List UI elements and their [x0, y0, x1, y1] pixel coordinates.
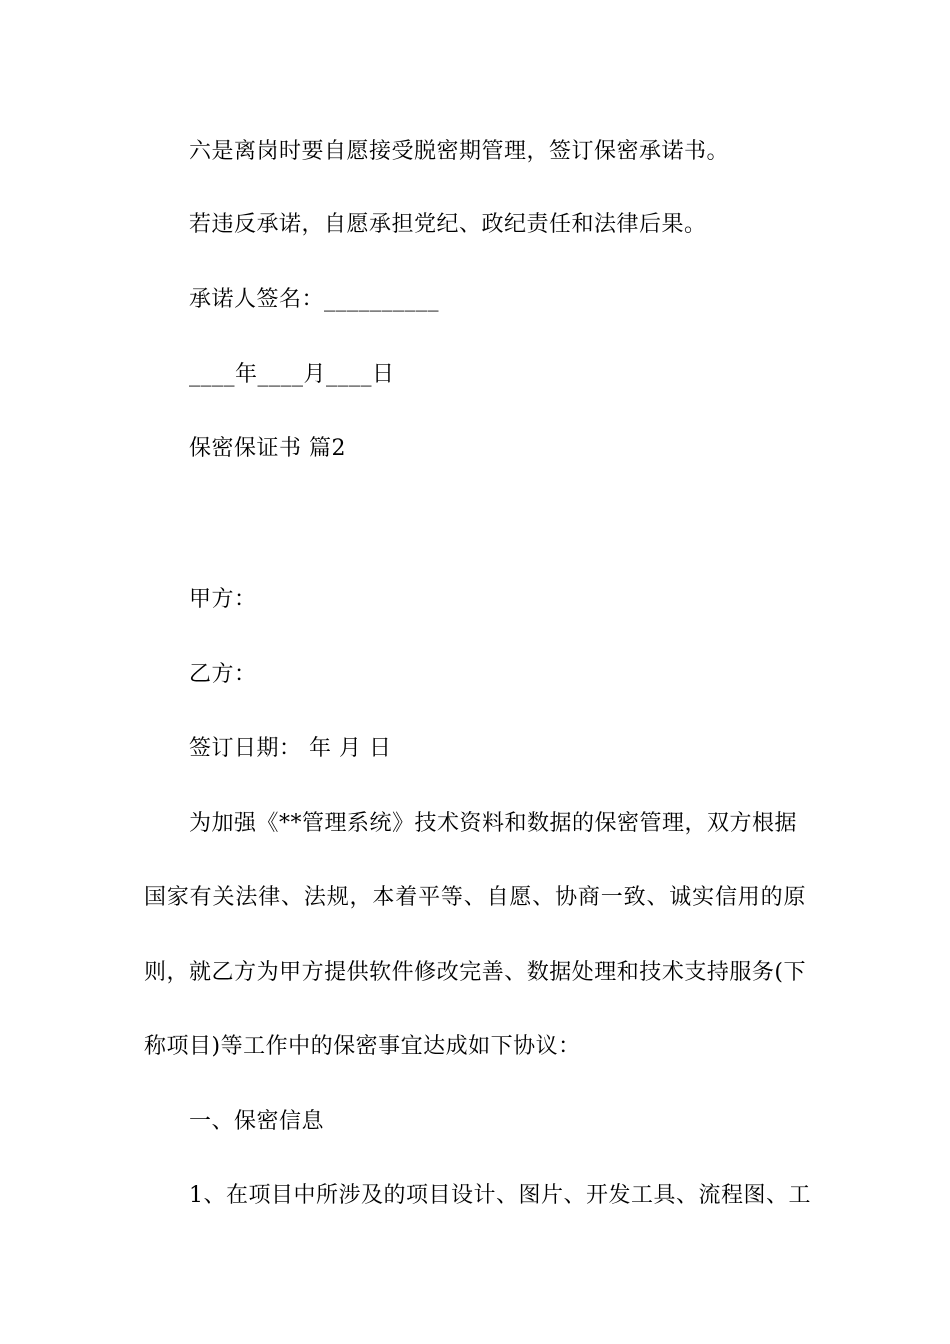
section-heading: 一、保密信息	[189, 1109, 325, 1134]
signature-line: 承诺人签名：__________	[189, 287, 440, 312]
section-title: 保密保证书 篇2	[189, 436, 346, 461]
paragraph-line: 国家有关法律、法规，本着平等、自愿、协商一致、诚实信用的原	[144, 885, 806, 910]
party-a-label: 甲方：	[189, 587, 257, 612]
paragraph-line: 为加强《**管理系统》技术资料和数据的保密管理，双方根据	[189, 811, 798, 836]
paragraph-line: 称项目)等工作中的保密事宜达成如下协议：	[144, 1034, 581, 1059]
paragraph-line: 则，就乙方为甲方提供软件修改完善、数据处理和技术支持服务(下	[144, 960, 806, 985]
date-line: ____年____月____日	[189, 362, 395, 387]
signing-date-label: 签订日期： 年 月 日	[189, 736, 392, 761]
party-b-label: 乙方：	[189, 662, 257, 687]
paragraph-line: 若违反承诺，自愿承担党纪、政纪责任和法律后果。	[189, 212, 707, 237]
paragraph-line: 六是离岗时要自愿接受脱密期管理，签订保密承诺书。	[189, 139, 730, 164]
paragraph-line: 1、在项目中所涉及的项目设计、图片、开发工具、流程图、工	[189, 1183, 811, 1208]
